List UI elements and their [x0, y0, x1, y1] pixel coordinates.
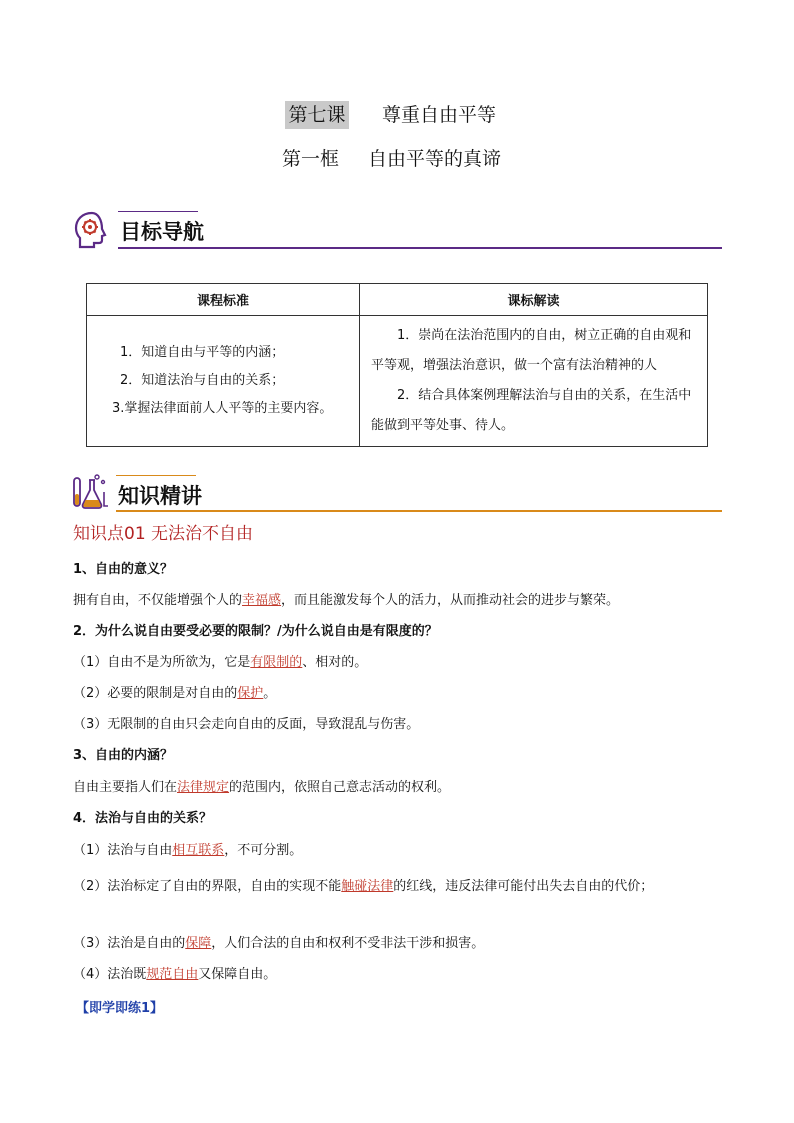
answer-2-2: （2）必要的限制是对自由的保护。 — [73, 686, 277, 701]
question-2: 2．为什么说自由要受必要的限制？/为什么说自由是有限度的？ — [73, 624, 438, 639]
key-term: 保护 — [237, 686, 264, 701]
answer-4-1: （1）法治与自由相互联系，不可分割。 — [73, 843, 303, 858]
frame-number: 第一框 — [282, 148, 340, 170]
answer-1: 拥有自由，不仅能增强个人的幸福感，而且能激发每个人的活力，从而推动社会的进步与繁荣。 — [73, 593, 620, 608]
list-item: 2．结合具体案例理解法治与自由的关系，在生活中能做到平等处事、待人。 — [371, 388, 692, 433]
standards-cell — [87, 316, 360, 447]
key-term: 幸福感 — [242, 593, 282, 608]
frame-title: 自由平等的真谛 — [368, 148, 502, 170]
key-term: 保障 — [185, 936, 212, 951]
table-header-interpretation: 课标解读 — [360, 284, 708, 316]
answer-4-4: （4）法治既规范自由又保障自由。 — [73, 967, 277, 982]
list-item: 1．知道自由与平等的内涵； — [120, 345, 285, 360]
key-term: 有限制的 — [250, 655, 303, 670]
answer-2-1: （1）自由不是为所欲为，它是有限制的、相对的。 — [73, 655, 368, 670]
knowledge-section-header — [70, 472, 722, 516]
list-item: 1．崇尚在法治范围内的自由，树立正确的自由观和平等观，增强法治意识，做一个富有法治精神的人 — [371, 328, 692, 373]
question-4: 4．法治与自由的关系？ — [73, 811, 213, 826]
lesson-title: 尊重自由平等 — [382, 104, 497, 126]
answer-4-2: （2）法治标定了自由的界限，自由的实现不能触碰法律的红线，违反法律可能付出失去自由的代价； — [73, 879, 654, 894]
list-item: 3.掌握法律面前人人平等的主要内容。 — [112, 401, 333, 416]
key-term: 规范自由 — [146, 967, 199, 982]
key-term: 触碰法律 — [341, 879, 394, 894]
table-header-standards: 课程标准 — [87, 284, 360, 316]
question-1: 1、自由的意义？ — [73, 562, 174, 577]
knowledge-point-title: 知识点01 无法治不自由 — [73, 524, 254, 544]
question-3: 3、自由的内涵？ — [73, 748, 174, 763]
key-term: 法律规定 — [177, 780, 230, 795]
practice-label: 【即学即练1】 — [76, 1001, 164, 1016]
goals-section-title: 目标导航 — [120, 220, 204, 244]
knowledge-header-topline — [116, 475, 196, 476]
knowledge-section-title: 知识精讲 — [118, 484, 202, 508]
answer-3: 自由主要指人们在法律规定的范围内，依照自己意志活动的权利。 — [73, 780, 451, 795]
goals-header-topline — [118, 211, 198, 212]
lesson-badge: 第七课 — [285, 101, 349, 129]
lab-flask-icon — [70, 472, 110, 512]
knowledge-header-rule — [116, 510, 722, 512]
answer-4-3: （3）法治是自由的保障，人们合法的自由和权利不受非法干涉和损害。 — [73, 936, 485, 951]
key-term: 相互联系 — [172, 843, 225, 858]
goals-section-header — [72, 208, 722, 252]
goals-header-rule — [118, 247, 722, 249]
interpretation-cell — [360, 316, 708, 447]
brain-gear-icon — [72, 210, 112, 250]
course-standards-table — [86, 283, 708, 447]
answer-2-3: （3）无限制的自由只会走向自由的反面，导致混乱与伤害。 — [73, 717, 420, 732]
list-item: 2．知道法治与自由的关系； — [120, 373, 285, 388]
